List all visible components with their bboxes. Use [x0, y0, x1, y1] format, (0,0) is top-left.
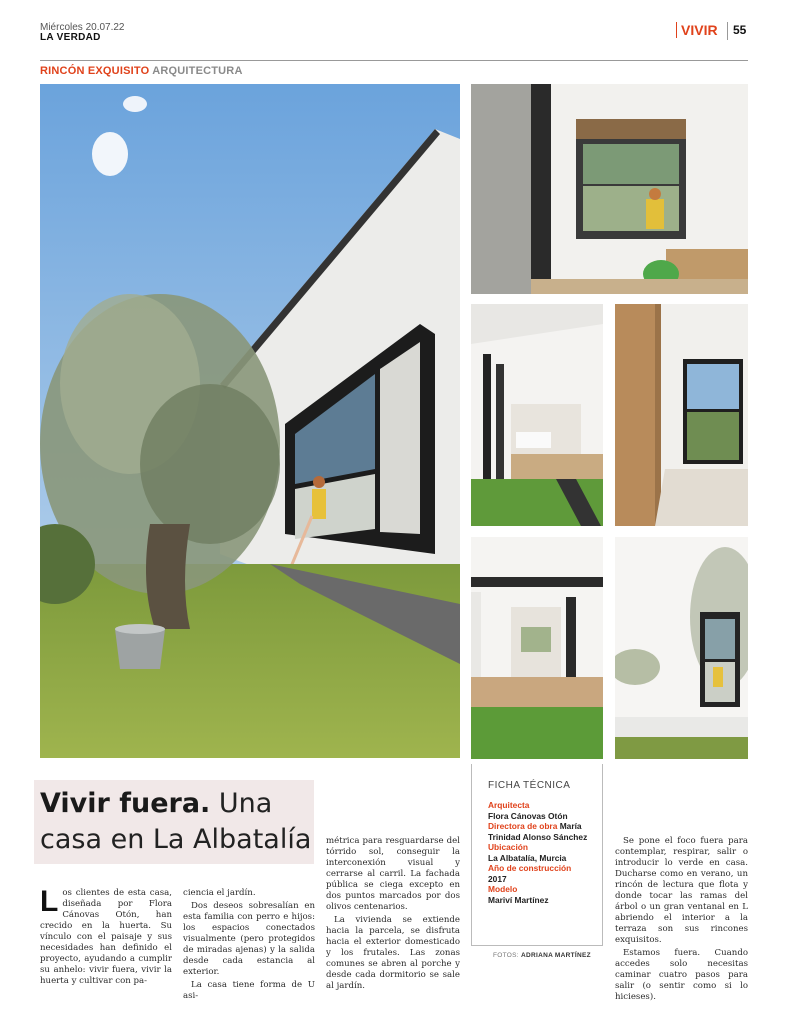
body-paragraph: Estamos fuera. Cuando accedes solo necesitas caminar cuatro pasos para salir (o sentir como si lo hicieses).: [615, 948, 748, 1002]
ficha-value: 2017: [488, 873, 507, 884]
main-photo-house-exterior: [40, 84, 460, 758]
body-paragraph: La vivienda se extiende hacia la parcela, se disfruta hacia el exterior domesticado y los frutales. Las zonas comunes se abren al porche y desde cada dormitorio se sale al jardín.: [326, 915, 460, 991]
photo-interior-corridor-window: [615, 304, 748, 526]
header-rule: [40, 60, 748, 61]
issue-date: Miércoles 20.07.22: [40, 22, 125, 33]
ficha-value: Mariví Martínez: [488, 894, 549, 905]
kicker-topic: ARQUITECTURA: [152, 65, 243, 77]
ficha-label: Modelo: [488, 884, 518, 894]
body-paragraph: La casa tiene forma de U asi-: [183, 980, 315, 1001]
body-column-4: [615, 836, 748, 1005]
body-column-1: [40, 885, 172, 989]
photo-interior-window-seat: [471, 84, 748, 294]
photo-credit-label: FOTOS:: [493, 952, 519, 959]
ficha-body: [488, 800, 600, 905]
photo-exterior-window-seat: [615, 537, 748, 759]
drop-cap: L: [40, 885, 59, 918]
ficha-value: María Trinidad Alonso Sánchez: [488, 821, 588, 842]
ficha-value: La Albatalía, Murcia: [488, 852, 567, 863]
body-paragraph: Se pone el foco fuera para contemplar, respirar, salir o introducir lo verde en casa. Ducharse como en verano, un rincón de lectura que flota y donde tocar las ramas del árbol o un gran ventanal en L abriendo el interior a la terraza son sus rincones exquisitos.: [615, 836, 748, 945]
newspaper-name: LA VERDAD: [40, 32, 101, 43]
header-divider: [727, 22, 728, 40]
photo-interior-living-grass: [471, 304, 603, 526]
kicker-section: RINCÓN EXQUISITO: [40, 65, 150, 77]
page-number: 55: [733, 23, 747, 37]
body-paragraph: ciencia el jardín.: [183, 888, 256, 898]
headline-rest: Una casa en La Albatalía: [40, 788, 312, 855]
section-name: VIVIR: [676, 22, 718, 38]
body-column-3: [326, 836, 460, 994]
ficha-label: Arquitecta: [488, 800, 530, 810]
ficha-label: Directora de obra: [488, 821, 558, 831]
ficha-label: Año de construcción: [488, 863, 572, 873]
body-paragraph: os clientes de esta casa, diseñada por Flora Cánovas Otón, han crecido en la huerta. Su vínculo con el paisaje y sus necesidades han definido el proyecto, ayudando a cumplir su anhelo: vivir fuera, vivir la huerta y cultivar con pa-: [40, 888, 172, 986]
body-column-2: [183, 888, 315, 1004]
headline-bold: Vivir fuera.: [40, 788, 211, 819]
photo-interior-dining-grass: [471, 537, 603, 759]
ficha-title: FICHA TÉCNICA: [488, 780, 571, 791]
headline: [40, 786, 340, 858]
kicker: [40, 65, 243, 77]
ficha-value: Flora Cánovas Otón: [488, 810, 568, 821]
body-paragraph: métrica para resguardarse del tórrido sol, conseguir la interconexión visual y cerrarse al carril. La fachada pública se ciega excepto en dos puntos marcados por dos olivos centenarios.: [326, 836, 460, 912]
photo-credit: [493, 952, 591, 959]
ficha-label: Ubicación: [488, 842, 529, 852]
body-paragraph: Dos deseos sobresalían en esta familia con perro e hijos: los espacios conectados visualmente (pero protegidos de miradas ajenas) y la salida desde cada estancia al exterior.: [183, 901, 315, 977]
photo-credit-name: ADRIANA MARTÍNEZ: [521, 952, 591, 959]
